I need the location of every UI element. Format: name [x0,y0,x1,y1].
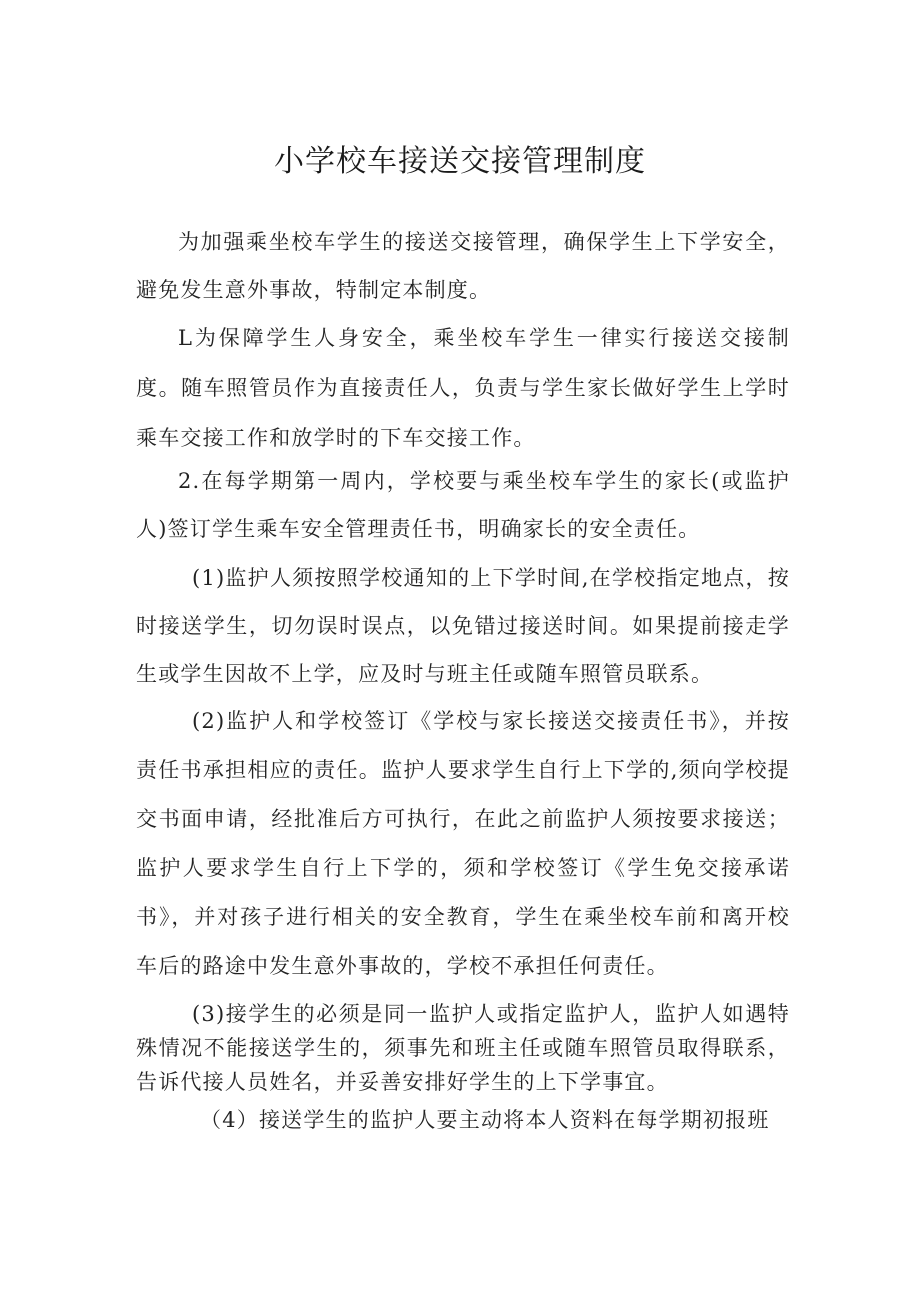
sub-item-1-paragraph: (1)监护人须按照学校通知的上下学时间,在学校指定地点，按时接送学生，切勿误时误点，以免错过接送时间。如果提前接走学生或学生因故不上学，应及时与班主任或随车照管员联系。 [136,566,790,686]
document-title: 小学校车接送交接管理制度 [274,144,646,179]
item-2-paragraph: 2.在每学期第一周内，学校要与乘坐校车学生的家长(或监护人)签订学生乘车安全管理责任书，明确家长的安全责任。 [136,469,790,541]
sub-item-4-paragraph: （4）接送学生的监护人要主动将本人资料在每学期初报班 [200,1108,770,1132]
item-1-paragraph: L为保障学生人身安全，乘坐校车学生一律实行接送交接制度。随车照管员作为直接责任人，负责与学生家长做好学生上学时乘车交接工作和放学时的下车交接工作。 [136,326,790,450]
intro-paragraph: 为加强乘坐校车学生的接送交接管理，确保学生上下学安全，避免发生意外事故，特制定本制度。 [136,230,790,302]
sub-item-2-paragraph: (2)监护人和学校签订《学校与家长接送交接责任书》，并按责任书承担相应的责任。监护人要求学生自行上下学的,须向学校提交书面申请，经批准后方可执行，在此之前监护人须按要求接送；监护人要求学生自行上下学的，须和学校签订《学生免交接承诺书》，并对孩子进行相关的安全教育，学生在乘坐校车前和离开校车后的路途中发生意外事故的，学校不承担任何责任。 [136,709,790,978]
sub-item-3-paragraph: (3)接学生的必须是同一监护人或指定监护人，监护人如遇特殊情况不能接送学生的，须事先和班主任或随车照管员取得联系，告诉代接人员姓名，并妥善安排好学生的上下学事宜。 [136,1002,790,1094]
